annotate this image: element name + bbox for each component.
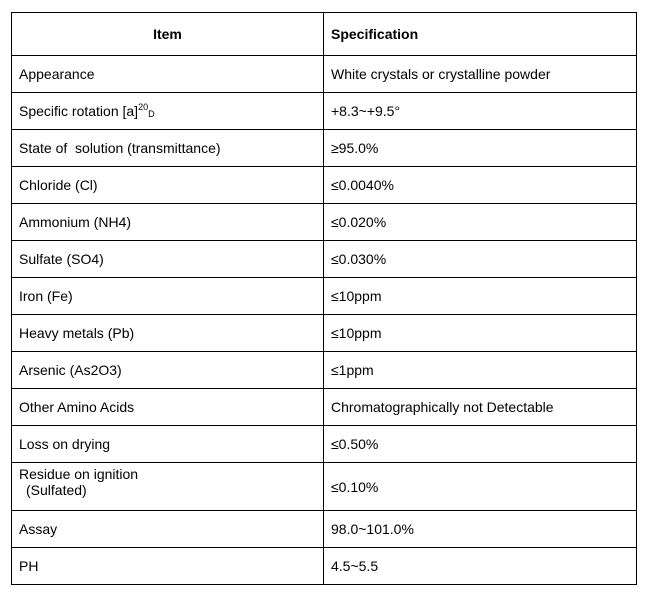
spec-cell: ≤10ppm — [324, 278, 637, 315]
spec-cell: +8.3~+9.5° — [324, 93, 637, 130]
spec-cell: ≤0.020% — [324, 204, 637, 241]
item-cell: Arsenic (As2O3) — [12, 352, 324, 389]
spec-cell: 98.0~101.0% — [324, 511, 637, 548]
table-row — [12, 352, 637, 389]
item-cell: Appearance — [12, 56, 324, 93]
spec-cell: ≤10ppm — [324, 315, 637, 352]
header-specification: Specification — [324, 13, 637, 56]
table-row — [12, 167, 637, 204]
item-cell: Ammonium (NH4) — [12, 204, 324, 241]
table-row — [12, 130, 637, 167]
table-row — [12, 463, 637, 511]
spec-cell: White crystals or crystalline powder — [324, 56, 637, 93]
spec-cell: Chromatographically not Detectable — [324, 389, 637, 426]
spec-cell: ≤0.030% — [324, 241, 637, 278]
table-row — [12, 548, 637, 585]
spec-cell: ≥95.0% — [324, 130, 637, 167]
item-subscript: D — [148, 109, 155, 119]
item-superscript: 20 — [138, 102, 149, 112]
table-header-row — [12, 13, 637, 56]
item-cell: State of solution (transmittance) — [12, 130, 324, 167]
specification-table — [11, 12, 637, 585]
item-cell: Heavy metals (Pb) — [12, 315, 324, 352]
table-row — [12, 93, 637, 130]
spec-cell: ≤0.10% — [324, 463, 637, 511]
item-cell: Assay — [12, 511, 324, 548]
spec-cell: ≤0.50% — [324, 426, 637, 463]
table-row — [12, 56, 637, 93]
header-item: Item — [12, 13, 324, 56]
item-cell: Chloride (Cl) — [12, 167, 324, 204]
table-row — [12, 389, 637, 426]
spec-cell: ≤1ppm — [324, 352, 637, 389]
item-cell — [12, 463, 324, 511]
table-row — [12, 426, 637, 463]
item-text: Specific rotation [a] — [19, 103, 139, 119]
table-row — [12, 511, 637, 548]
spec-cell: 4.5~5.5 — [324, 548, 637, 585]
table-row — [12, 315, 637, 352]
item-text: Residue on ignition — [19, 466, 139, 482]
item-cell: Loss on drying — [12, 426, 324, 463]
table-row — [12, 241, 637, 278]
item-cell — [12, 93, 324, 130]
table-row — [12, 278, 637, 315]
item-cell: Iron (Fe) — [12, 278, 324, 315]
table-row — [12, 204, 637, 241]
item-cell: Sulfate (SO4) — [12, 241, 324, 278]
spec-cell: ≤0.0040% — [324, 167, 637, 204]
item-text-line2: (Sulfated) — [26, 482, 87, 498]
item-cell: Other Amino Acids — [12, 389, 324, 426]
item-cell: PH — [12, 548, 324, 585]
